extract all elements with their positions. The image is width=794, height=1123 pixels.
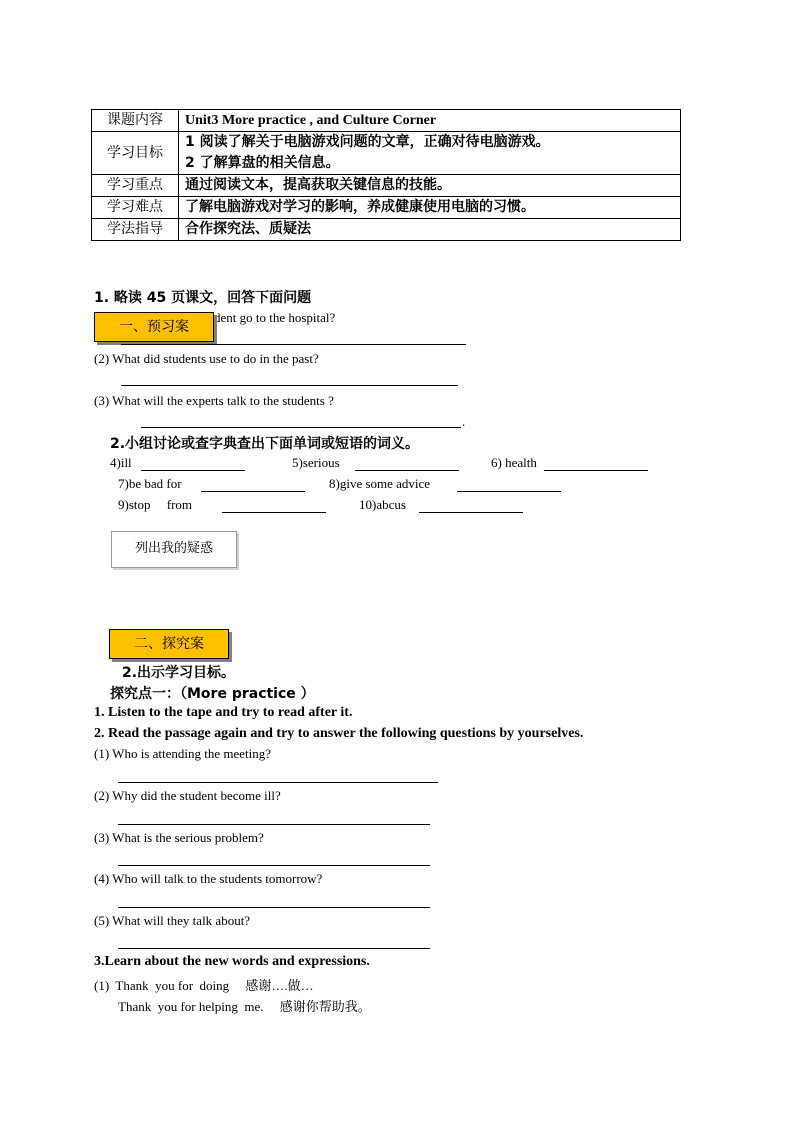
explore-question: (4) Who will talk to the students tomorrow? [94, 871, 323, 886]
vocab-item: 4)ill [110, 455, 132, 470]
table-row [92, 197, 681, 219]
answer-line [121, 385, 458, 386]
explore-section-label: 二、探究案 [109, 629, 229, 659]
lesson-info-table [91, 109, 681, 241]
preview-heading: 1. 略读 45 页课文，回答下面问题 [94, 290, 312, 306]
goal-line-2: 2 了解算盘的相关信息。 [185, 155, 340, 171]
row-value: Unit3 More practice , and Culture Corner [179, 110, 681, 132]
row-label: 学习目标 [92, 132, 179, 175]
answer-line [201, 491, 305, 492]
explore-question: (3) What is the serious problem? [94, 830, 264, 845]
answer-line [121, 344, 466, 345]
row-value [179, 132, 681, 175]
answer-line [419, 512, 523, 513]
answer-line [544, 470, 648, 471]
explore-goal: 2.出示学习目标。 [122, 665, 236, 681]
table-row [92, 175, 681, 197]
question-1-tail: dent go to the hospital? [214, 310, 336, 325]
step-2: 2. Read the passage again and try to answer the following questions by yourselves. [94, 726, 584, 741]
answer-line [118, 824, 430, 825]
row-label: 学习重点 [92, 175, 179, 197]
row-label: 学习难点 [92, 197, 179, 219]
step-3: 3.Learn about the new words and expressions. [94, 954, 370, 969]
vocab-item: 7)be bad for [118, 476, 182, 491]
explore-question: (5) What will they talk about? [94, 913, 251, 928]
question-3: (3) What will the experts talk to the students ? [94, 393, 334, 408]
explore-point: 探究点一：（More practice ） [110, 686, 315, 702]
answer-line [118, 782, 438, 783]
goal-line-1: 1 阅读了解关于电脑游戏问题的文章，正确对待电脑游戏。 [185, 134, 550, 150]
step-1: 1. Listen to the tape and try to read after it. [94, 705, 353, 720]
vocab-item: 10)abcus [359, 497, 406, 512]
row-label: 学法指导 [92, 219, 179, 241]
answer-line [118, 907, 430, 908]
answer-line [141, 427, 461, 428]
answer-line [457, 491, 561, 492]
expression-1-example: Thank you for helping me. 感谢你帮助我。 [118, 999, 371, 1014]
answer-line [222, 512, 326, 513]
table-row [92, 110, 681, 132]
vocab-item: 6) health [491, 455, 537, 470]
answer-line [141, 470, 245, 471]
vocab-item: 9)stop from [118, 497, 193, 512]
vocab-item: 8)give some advice [329, 476, 431, 491]
doubts-box: 列出我的疑惑 [111, 531, 237, 568]
answer-line [118, 865, 430, 866]
question-3-end: . [462, 414, 466, 429]
row-value: 了解电脑游戏对学习的影响，养成健康使用电脑的习惯。 [179, 197, 681, 219]
table-row [92, 132, 681, 175]
answer-line [355, 470, 459, 471]
expression-1: (1) Thank you for doing 感谢….做… [94, 978, 314, 993]
row-label: 课题内容 [92, 110, 179, 132]
vocab-item: 5)serious [292, 455, 340, 470]
vocab-heading: 2.小组讨论或查字典查出下面单词或短语的词义。 [110, 436, 420, 452]
explore-question: (1) Who is attending the meeting? [94, 746, 272, 761]
table-row [92, 219, 681, 241]
question-2: (2) What did students use to do in the past? [94, 351, 319, 366]
preview-section-label: 一、预习案 [94, 312, 214, 342]
explore-question: (2) Why did the student become ill? [94, 788, 281, 803]
row-value: 通过阅读文本，提高获取关键信息的技能。 [179, 175, 681, 197]
row-value: 合作探究法、质疑法 [179, 219, 681, 241]
answer-line [118, 948, 430, 949]
